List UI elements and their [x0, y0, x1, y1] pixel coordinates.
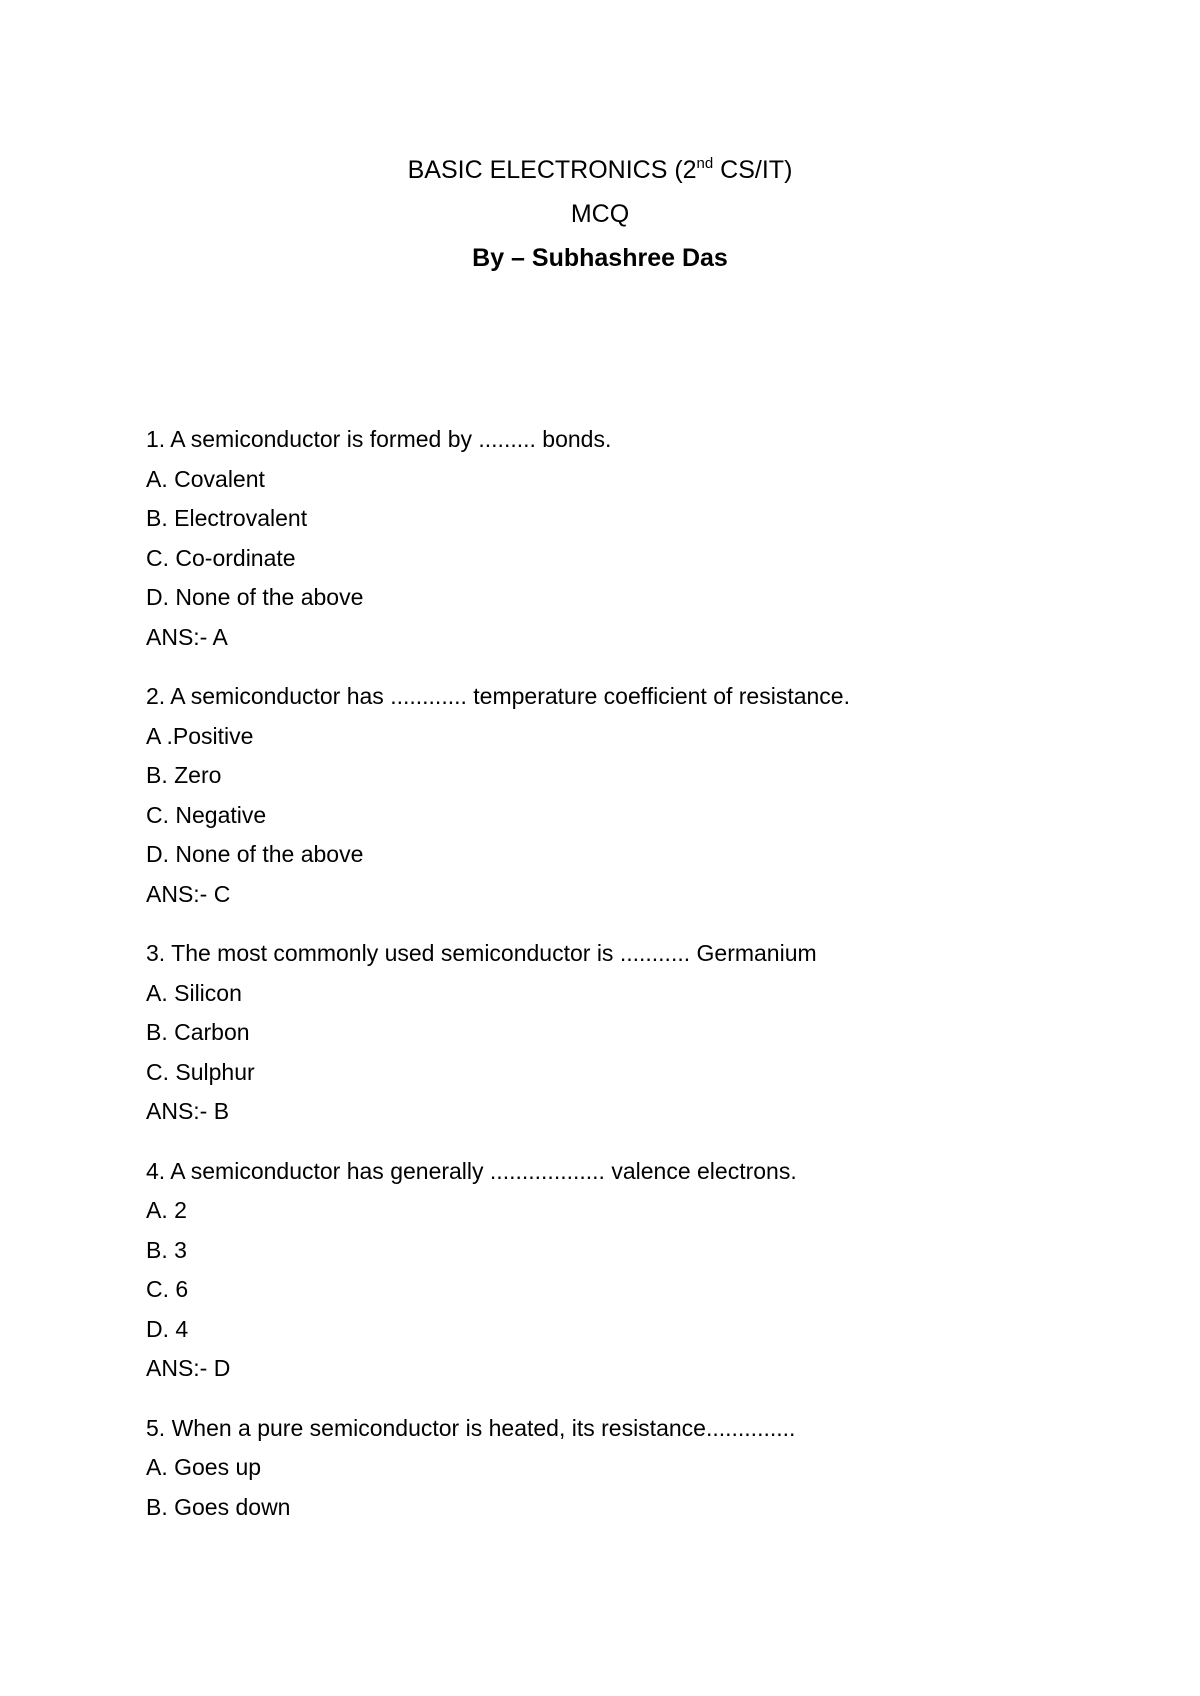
answer-option: C. Co-ordinate	[146, 544, 296, 571]
answer-option: B. Goes down	[146, 1493, 291, 1520]
title-superscript: nd	[696, 155, 714, 172]
document-header	[0, 148, 1200, 280]
question-block	[146, 420, 1126, 657]
answer-option: B. Electrovalent	[146, 505, 308, 531]
answer-option: B. 3	[146, 1236, 187, 1263]
question-text: 4. A semiconductor has generally .................. valence electrons.	[146, 1157, 797, 1184]
question-block	[146, 1409, 1126, 1528]
question-block	[146, 1152, 1126, 1389]
question-text: 1. A semiconductor is formed by ......... bonds.	[146, 426, 612, 452]
answer-option: B. Zero	[146, 762, 222, 788]
answer-option: A .Positive	[146, 722, 254, 749]
document-author: By – Subhashree Das	[472, 244, 728, 272]
answer-option: A. Goes up	[146, 1454, 262, 1480]
question-block	[146, 934, 1126, 1132]
answer-option: D. 4	[146, 1315, 189, 1342]
answer-option: C. Sulphur	[146, 1058, 255, 1085]
answer-option: D. None of the above	[146, 584, 364, 610]
title-main: BASIC ELECTRONICS (2	[407, 156, 697, 184]
correct-answer: ANS:- A	[146, 623, 228, 650]
question-list	[146, 420, 1126, 1547]
answer-option: A. 2	[146, 1197, 187, 1223]
question-text: 2. A semiconductor has ............ temperature coefficient of resistance.	[146, 683, 850, 709]
document-subtitle: MCQ	[570, 200, 630, 228]
document-title	[0, 148, 1200, 192]
question-block	[146, 677, 1126, 914]
answer-option: B. Carbon	[146, 1019, 250, 1045]
answer-option: A. Covalent	[146, 465, 265, 492]
question-text: 5. When a pure semiconductor is heated, its resistance..............	[146, 1414, 796, 1441]
answer-option: C. 6	[146, 1276, 189, 1302]
question-text: 3. The most commonly used semiconductor is ........... Germanium	[146, 940, 817, 966]
answer-option: A. Silicon	[146, 979, 242, 1006]
correct-answer: ANS:- D	[146, 1355, 231, 1381]
answer-option: D. None of the above	[146, 841, 364, 867]
correct-answer: ANS:- B	[146, 1098, 230, 1124]
title-rest: CS/IT)	[713, 156, 793, 184]
correct-answer: ANS:- C	[146, 880, 231, 907]
answer-option: C. Negative	[146, 801, 267, 828]
